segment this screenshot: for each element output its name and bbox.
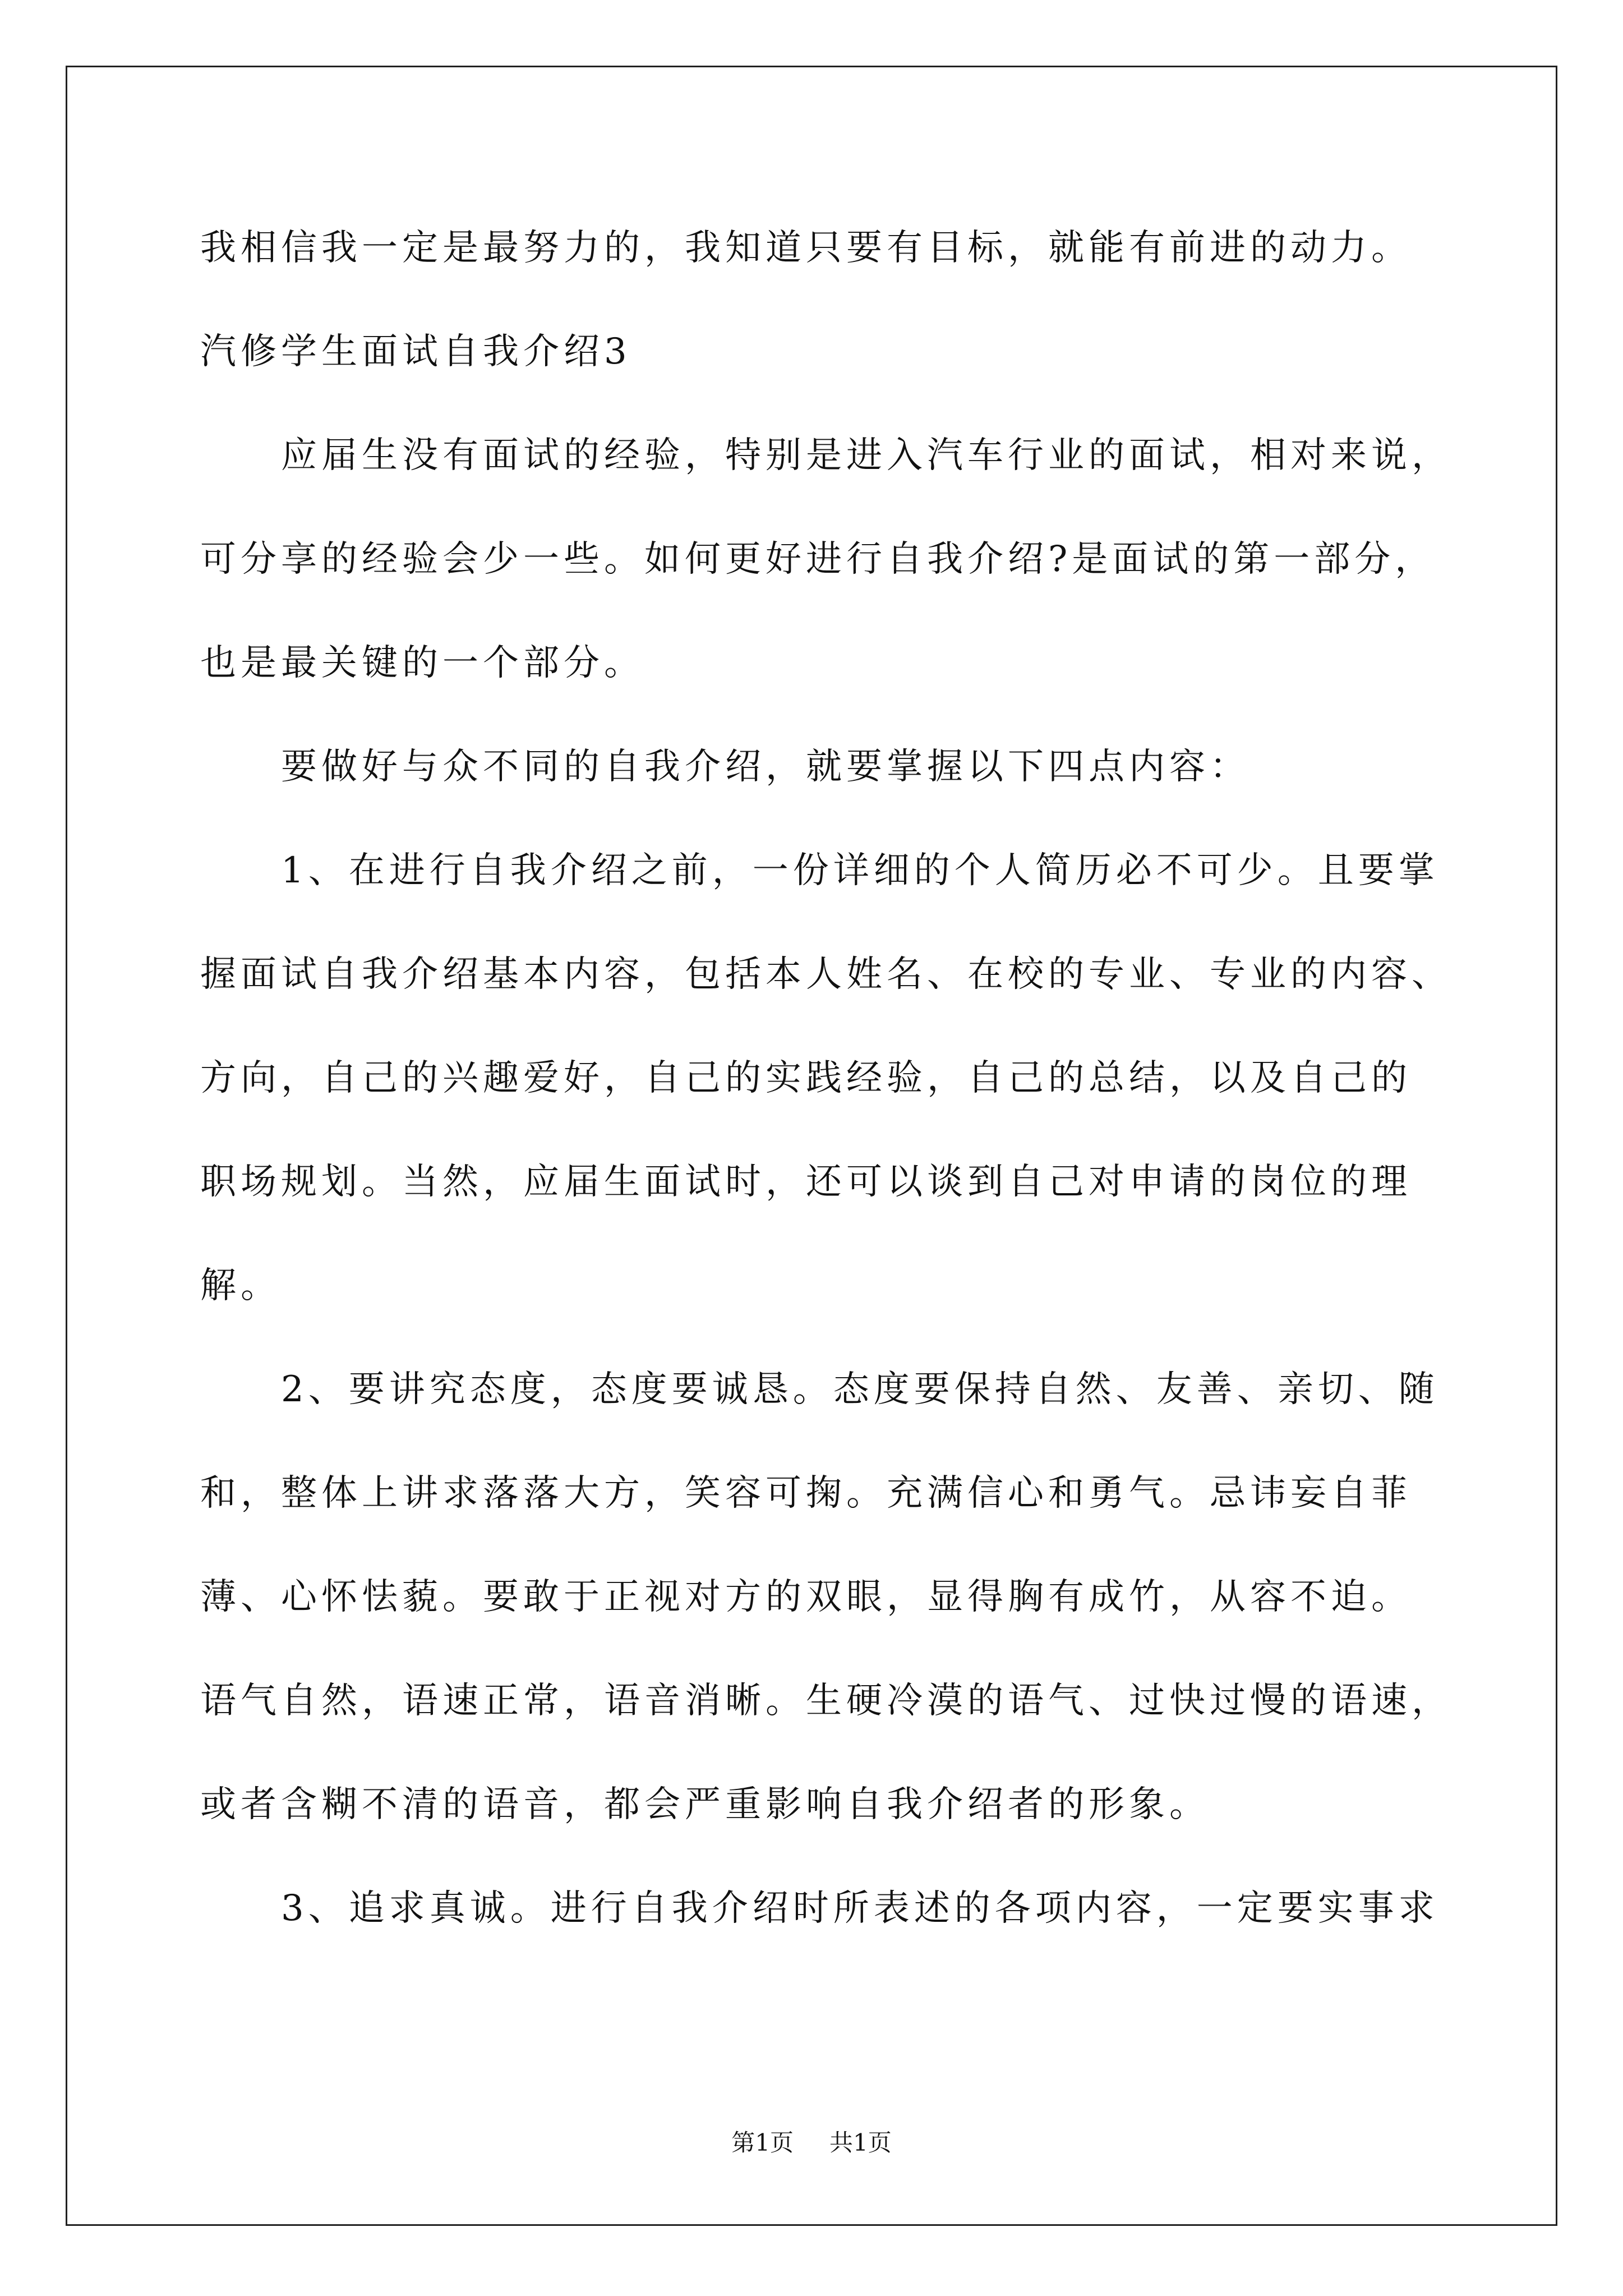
page-footer [0,2128,1623,2157]
paragraph-line: 要做好与众不同的自我介绍，就要掌握以下四点内容： [281,746,1250,788]
paragraph-line: 方向，自己的兴趣爱好，自己的实践经验，自己的总结，以及自己的 [200,1057,1412,1099]
paragraph-point-1 [200,819,1535,1338]
paragraph-line: 握面试自我介绍基本内容，包括本人姓名、在校的专业、专业的内容、 [200,954,1452,995]
section-heading: 汽修学生面试自我介绍3 [200,331,631,372]
paragraph-intro [200,404,1535,715]
paragraph-line: 应届生没有面试的经验，特别是进入汽车行业的面试，相对来说， [281,435,1452,476]
continued-text-line: 我相信我一定是最努力的，我知道只要有目标，就能有前进的动力。 [200,227,1412,269]
paragraph-line: 解。 [200,1265,281,1306]
paragraph-summary [200,715,1535,819]
paragraph-line: 和，整体上讲求落落大方，笑容可掬。充满信心和勇气。忌讳妄自菲 [200,1473,1412,1514]
paragraph-line: 1、在进行自我介绍之前，一份详细的个人简历必不可少。且要掌 [281,850,1439,891]
paragraph-line: 职场规划。当然，应届生面试时，还可以谈到自己对申请的岗位的理 [200,1161,1412,1203]
document-body [200,196,1535,1961]
page-number-label: 第1页 [731,2129,794,2156]
paragraph-line: 薄、心怀怯藐。要敢于正视对方的双眼，显得胸有成竹，从容不迫。 [200,1576,1412,1618]
paragraph-line: 也是最关键的一个部分。 [200,642,644,684]
page-total-label: 共1页 [829,2129,892,2156]
paragraph-line: 语气自然，语速正常，语音消晰。生硬冷漠的语气、过快过慢的语速， [200,1680,1452,1722]
paragraph-point-3 [200,1857,1535,1961]
paragraph-line: 可分享的经验会少一些。如何更好进行自我介绍?是面试的第一部分， [200,539,1436,580]
paragraph-line: 3、追求真诚。进行自我介绍时所表述的各项内容，一定要实事求 [281,1888,1439,1929]
paragraph-line: 2、要讲究态度，态度要诚恳。态度要保持自然、友善、亲切、随 [281,1369,1439,1410]
paragraph-line: 或者含糊不清的语音，都会严重影响自我介绍者的形象。 [200,1784,1210,1825]
paragraph-point-2 [200,1338,1535,1857]
